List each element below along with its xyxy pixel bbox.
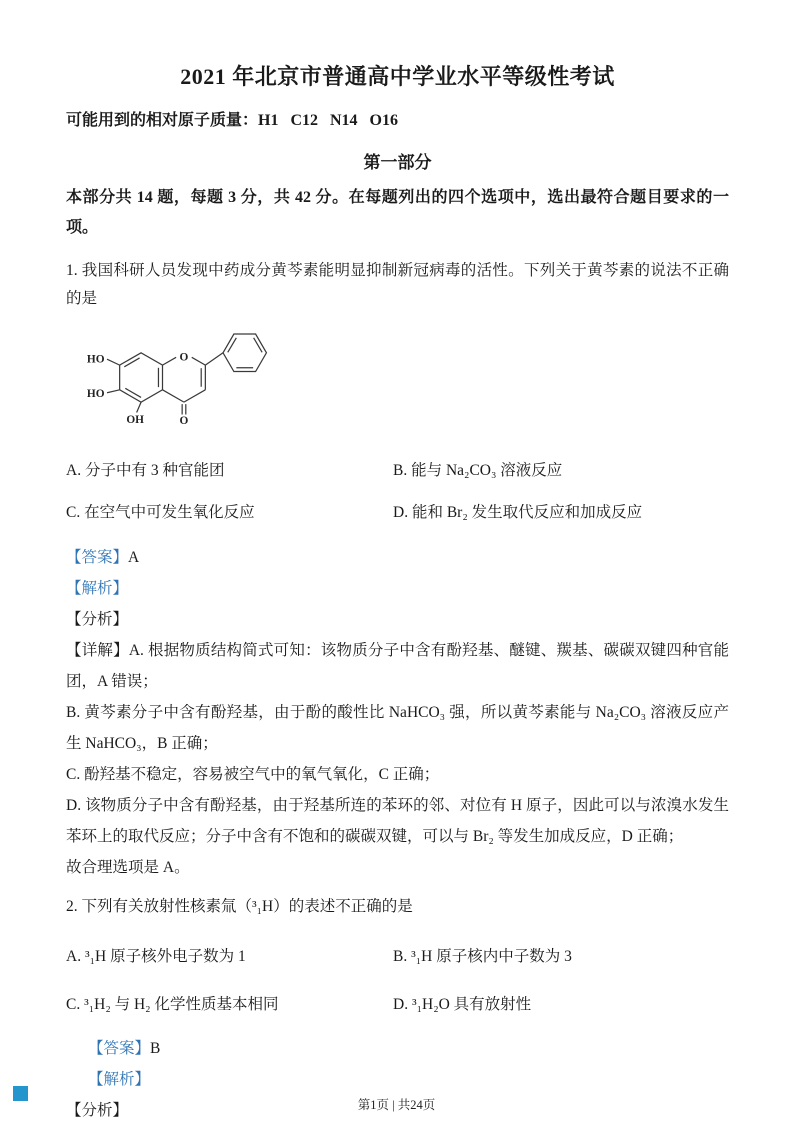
q1-option-a: A. 分子中有 3 种官能团 [66, 462, 225, 479]
question-2-options [66, 941, 729, 1021]
q1-detail-p2: B. 黄芩素分子中含有酚羟基，由于酚的酸性比 NaHCO₃ 强，所以黄芩素能与 Na₂CO₃ 溶液反应产生 NaHCO₃，B 正确； [66, 704, 729, 752]
q2-jiexi-line [66, 1064, 729, 1095]
section-intro: 本部分共 14 题，每题 3 分，共 42 分。在每题列出的四个选项中，选出最符合题目要求的一项。 [66, 189, 729, 236]
q1-detail-explanation [66, 635, 729, 883]
ho-top-label: HO [86, 353, 105, 366]
q1-answer-line [66, 542, 729, 573]
q1-answer-value: A [128, 549, 140, 566]
atomic-mass-note: 可能用到的相对原子质量：H1 C12 N14 O16 [66, 112, 399, 129]
page-title: 2021 年北京市普通高中学业水平等级性考试 [180, 64, 615, 89]
section-heading: 第一部分 [363, 153, 432, 172]
q1-option-d: D. 能和 Br₂ 发生取代反应和加成反应 [393, 504, 643, 521]
q2-fenxi-label: 【分析】 [66, 1102, 129, 1119]
q1-fenxi-line [66, 604, 729, 635]
q2-option-d: D. ³₁H₂O 具有放射性 [393, 996, 532, 1013]
carbonyl-oxygen-label: O [179, 414, 189, 427]
corner-mark [13, 1086, 28, 1101]
q2-answer-label: 【答案】 [88, 1040, 151, 1057]
q1-jiexi-line [66, 573, 729, 604]
ring-oxygen-label: O [179, 351, 189, 364]
q1-detail-p3: C. 酚羟基不稳定，容易被空气中的氧气氧化，C 正确； [66, 766, 440, 783]
q1-jiexi-label: 【解析】 [66, 580, 129, 597]
q2-option-c: C. ³₁H₂ 与 H₂ 化学性质基本相同 [66, 996, 279, 1013]
oh-bottom-label: OH [126, 413, 144, 426]
question-1-stem: 1. 我国科研人员发现中药成分黄芩素能明显抑制新冠病毒的活性。下列关于黄芩素的说法不正确的是 [66, 262, 729, 307]
q1-fenxi-label: 【分析】 [66, 611, 129, 628]
question-1-options [66, 456, 729, 528]
q1-detail-p4: D. 该物质分子中含有酚羟基，由于羟基所连的苯环的邻、对位有 H 原子，因此可以与浓溴水发生苯环上的取代反应；分子中含有不饱和的碳碳双键，可以与 Br₂ 等发生加成反应，D 正确； [66, 797, 729, 845]
q2-option-b: B. ³₁H 原子核内中子数为 3 [393, 948, 572, 965]
footer-page-indicator: 第1页 | 共24页 [357, 1098, 436, 1112]
q1-answer-label: 【答案】 [66, 549, 129, 566]
q2-jiexi-label: 【解析】 [88, 1071, 151, 1088]
q1-option-c: C. 在空气中可发生氧化反应 [66, 504, 255, 521]
q2-answer-line [66, 1033, 729, 1064]
q1-detail-p5: 故合理选项是 A。 [66, 859, 190, 876]
q1-detail-p1: 【详解】A. 根据物质结构简式可知：该物质分子中含有酚羟基、醚键、羰基、碳碳双键四种官能团，A 错误； [66, 642, 729, 690]
molecule-diagram-wrap [70, 323, 729, 432]
q1-option-b: B. 能与 Na₂CO₃ 溶液反应 [393, 462, 563, 479]
q2-option-a: A. ³₁H 原子核外电子数为 1 [66, 948, 246, 965]
baicalein-structure-diagram [70, 323, 302, 427]
question-2-stem: 2. 下列有关放射性核素氚（³₁H）的表述不正确的是 [66, 898, 413, 915]
ho-left-label: HO [86, 388, 105, 401]
q2-answer-value: B [150, 1040, 161, 1057]
